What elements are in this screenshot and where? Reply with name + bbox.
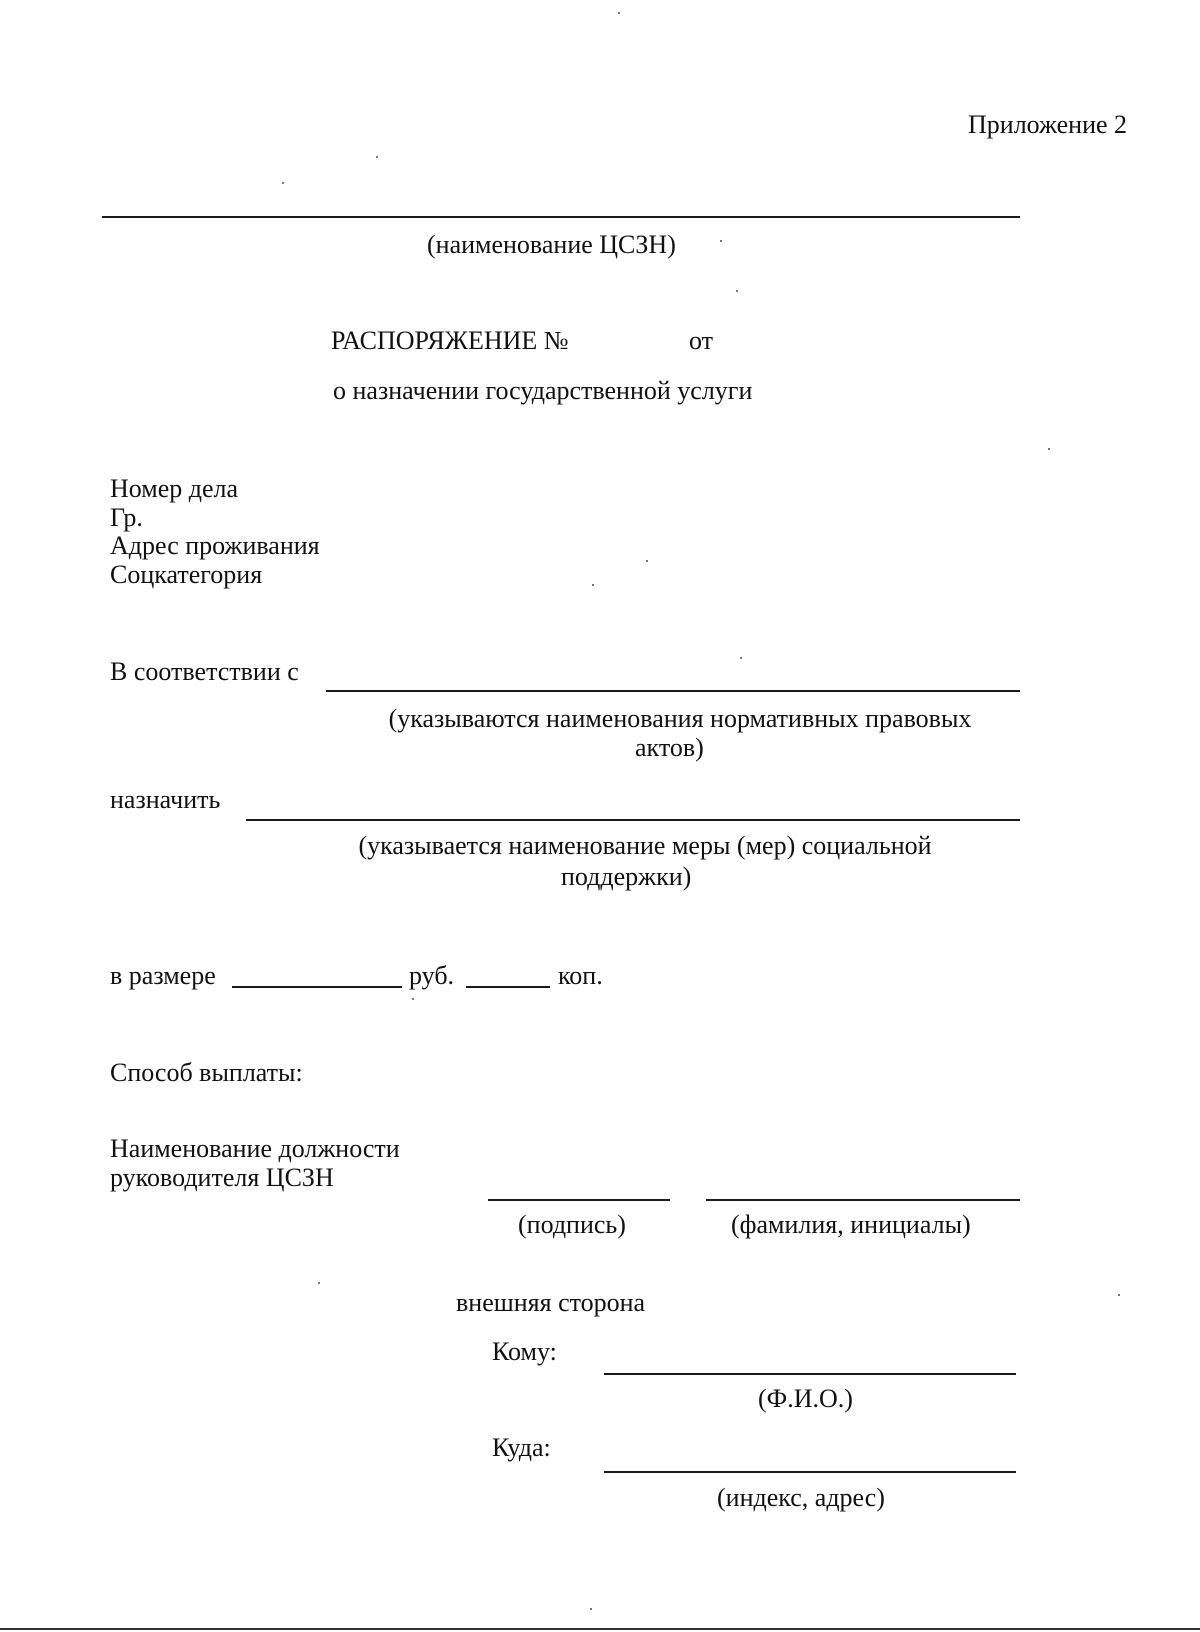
accordance-label: В соответствии с (110, 657, 299, 686)
scan-bottom-edge (0, 1628, 1200, 1630)
scan-speck (1048, 448, 1050, 450)
where-label: Куда: (492, 1433, 551, 1462)
scan-speck (318, 1282, 320, 1284)
rubles-line (232, 986, 402, 988)
assign-label: назначить (110, 785, 221, 814)
order-date-label: от (689, 326, 714, 355)
assign-caption-line-2: поддержки) (561, 862, 692, 891)
scan-speck (590, 1608, 592, 1610)
appendix-label: Приложение 2 (968, 110, 1128, 139)
assign-line (246, 819, 1020, 821)
accordance-caption-line-2: актов) (635, 733, 704, 762)
rub-label: руб. (409, 961, 455, 990)
scan-speck (282, 182, 284, 184)
signature-line (488, 1199, 670, 1201)
scan-speck (646, 560, 648, 562)
position-line-1: Наименование должности (110, 1134, 400, 1163)
address-label: Адрес проживания (110, 531, 320, 560)
org-name-caption: (наименование ЦСЗН) (427, 230, 676, 259)
kopecks-line (466, 986, 550, 988)
accordance-line (326, 690, 1020, 692)
category-label: Соцкатегория (110, 560, 263, 589)
scan-speck (412, 998, 414, 1000)
outer-side-title: внешняя сторона (456, 1288, 646, 1317)
name-caption: (фамилия, инициалы) (731, 1210, 971, 1239)
scan-speck (618, 12, 620, 14)
scan-speck (1118, 1294, 1120, 1296)
amount-label: в размере (110, 961, 216, 990)
order-subtitle: о назначении государственной услуги (333, 376, 753, 405)
scan-speck (736, 290, 738, 292)
scan-speck (592, 584, 594, 586)
scan-speck (740, 657, 742, 659)
signature-caption: (подпись) (518, 1210, 626, 1239)
kop-label: коп. (558, 961, 603, 990)
name-line (706, 1199, 1020, 1201)
accordance-caption-line-1: (указываются наименования нормативных правовых (388, 704, 972, 733)
position-line-2: руководителя ЦСЗН (110, 1163, 334, 1192)
where-caption: (индекс, адрес) (717, 1483, 885, 1512)
payment-method-label: Способ выплаты: (110, 1058, 303, 1087)
assign-caption-line-1: (указывается наименование меры (мер) социальной (358, 831, 932, 860)
org-name-line (102, 216, 1020, 218)
order-title: РАСПОРЯЖЕНИЕ № (331, 326, 569, 355)
to-line (604, 1373, 1016, 1375)
where-line (604, 1471, 1016, 1473)
to-caption: (Ф.И.О.) (758, 1384, 853, 1413)
to-label: Кому: (492, 1337, 557, 1366)
citizen-label: Гр. (110, 503, 143, 532)
scan-speck (720, 240, 722, 242)
case-number-label: Номер дела (110, 474, 239, 503)
scan-speck (376, 156, 378, 158)
